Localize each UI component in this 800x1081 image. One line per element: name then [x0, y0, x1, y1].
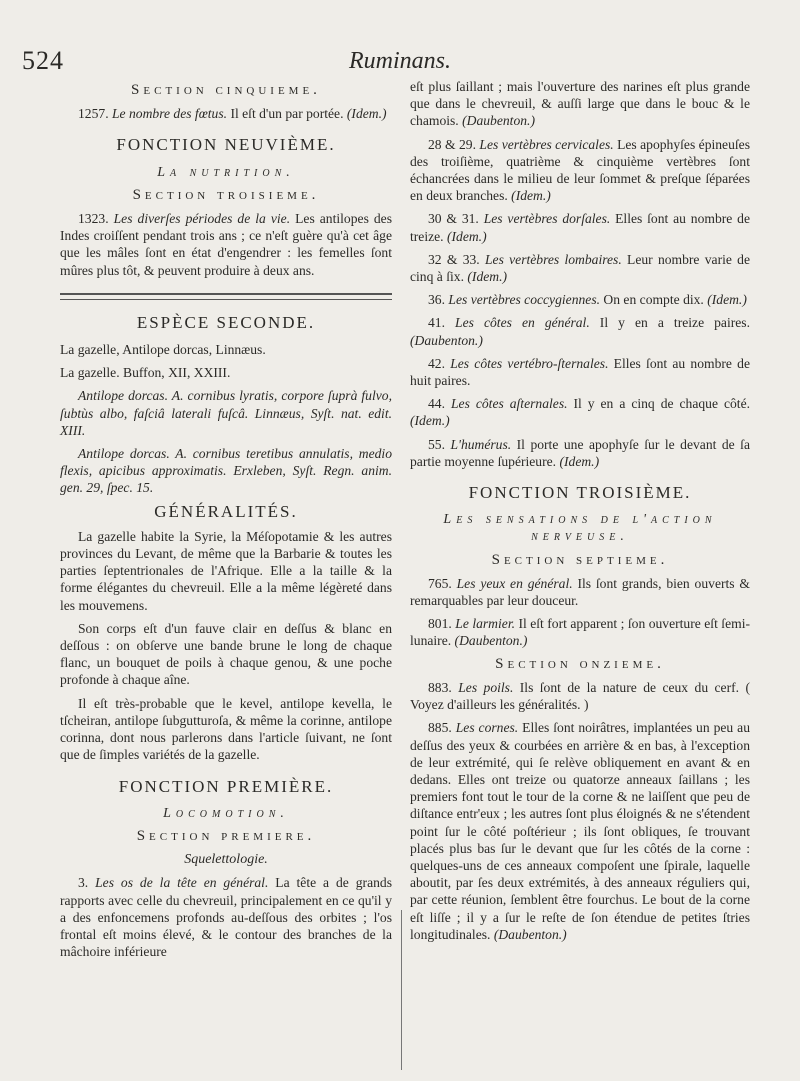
squelettologie-heading: Squelettologie.: [184, 852, 268, 868]
left-column: [60, 78, 392, 966]
gazelle-line: La gazelle, Antilope dorcas, Linnæus.: [60, 342, 266, 358]
sensations-heading: Les sensations de l'action nerveuse.: [443, 512, 717, 545]
section-heading: Section troisieme.: [132, 186, 320, 203]
paragraph-1257: 1257. Le nombre des fœtus. Il eſt d'un par portée. (Idem.): [78, 106, 387, 122]
paragraph-42: 42. Les côtes vertébro-ſternales. Elles ſont au nombre de huit paires.: [410, 355, 750, 389]
synonym-paragraph: Antilope dorcas. A. cornibus teretibus annulatis, medio flexis, apicibus approximatis. Erxleben, Syſt. Regn. anim. gen. 29, ſpec. 15.: [60, 446, 392, 496]
paragraph-1323: 1323. Les diverſes périodes de la vie. Les antilopes des Indes croiſſent pendant trois ans ; ce n'eſt guère qu'à cet âge que les mâles ſont en état d'engendrer : les femelles ſont mûres plus tôt, & peuvent produire à deux ans.: [60, 211, 392, 278]
section-heading: Section septieme.: [491, 551, 669, 568]
paragraph-36: 36. Les vertèbres coccygiennes. On en compte dix. (Idem.): [428, 292, 747, 308]
paragraph-765: 765. Les yeux en général. Ils ſont grands, bien ouverts & remarquables par leur douceur.: [410, 575, 750, 609]
generalites-paragraph: La gazelle habite la Syrie, la Méſopotamie & les autres provinces du Levant, de même que la Barbarie & toutes les parties ſeptentrionales de l'Afrique. Elle a la taille & la forme élégantes du chevreuil. Elle a la même légèreté dans les mouvemens.: [60, 528, 392, 613]
running-title: Ruminans.: [349, 48, 451, 74]
column-divider: [401, 910, 403, 1070]
locomotion-heading: Locomotion.: [163, 805, 289, 821]
generalites-paragraph: Il eſt très-probable que le kevel, antilope kevella, le tſcheiran, antilope ſubgutturoſa, & même la corinne, antilope corinna, dont nous parlerons dans l'article ſuivant, ne ſont que de ſimples variétés de la gazelle.: [60, 695, 392, 763]
page-header: [0, 42, 800, 78]
paragraph-3: 3. Les os de la tête en général. La tête a de grands rapports avec celle du chevreuil, principalement en ce qu'il y a des enfoncemens profonds au-deſſous des orbites ; l'os frontal eſt moins élevé, & le contour des branches de la mâchoire inférieure: [60, 875, 392, 960]
paragraph-32: 32 & 33. Les vertèbres lombaires. Leur nombre varie de cinq à ſix. (Idem.): [410, 251, 750, 285]
fonction-heading: FONCTION PREMIÈRE.: [118, 776, 334, 796]
espece-heading: ESPÈCE SECONDE.: [136, 312, 316, 332]
paragraph-41: 41. Les côtes en général. Il y en a treize paires. (Daubenton.): [410, 315, 750, 348]
fonction-heading: FONCTION TROISIÈME.: [468, 483, 692, 503]
generalites-paragraph: Son corps eſt d'un fauve clair en deſſus & blanc en deſſous : on obſerve une bande brune le long de chaque flanc, un bouquet de poils à chaque genou, & une poche profonde à chaque aîne.: [60, 620, 392, 688]
section-rule: [60, 293, 392, 300]
page-number: 524: [22, 46, 64, 75]
paragraph-55: 55. L'humérus. Il porte une apophyſe ſur le devant de ſa partie moyenne ſupérieure. (Idem.): [410, 436, 750, 469]
paragraph-885: 885. Les cornes. Elles ſont noirâtres, implantées un peu au deſſus des yeux & courbées en arrière & en bas, à l'exception de leur extrémité, qui ſe relève obliquement en avant & en dedans. Elles ont treize ou quatorze anneaux ſaillans ; les premiers font tout le tour de la corne & ne laiſſent que peu de diſtance entr'eux ; les autres ſont plus éloignés & ne s'étendent point ſur le côté poſtérieur ; ils ſont obliques, ſe trouvant placés plus bas ſur le devant que ſur les côtés de la corne : quelques-uns de ces anneaux compoſent une ſpirale, laquelle aboutit, par ſes deux extrémités, à des anneaux réguliers qui, par cette réunion, ſemblent être fourchus. Le bout de la corne eſt liſſe ; il y a ſur le reſte de ſon étendue de petites ſtries longitudinales. (Daubenton.): [410, 720, 750, 942]
paragraph-28: 28 & 29. Les vertèbres cervicales. Les apophyſes épineuſes des troiſième, quatrième & cinquième vertèbres ſont échancrées dans le milieu de leur ſommet & preſque ſéparées en deux branches. (Idem.): [410, 136, 750, 204]
right-column: [410, 78, 750, 949]
section-heading: Section cinquieme.: [131, 82, 321, 98]
gazelle-line: La gazelle. Buffon, XII, XXIII.: [60, 365, 231, 381]
nutrition-heading: La nutrition.: [157, 164, 295, 180]
synonym-paragraph: Antilope dorcas. A. cornibus lyratis, corpore ſuprà fulvo, ſubtùs albo, faſciâ laterali fuſcâ. Linnæus, Syſt. nat. edit. XIII.: [60, 388, 392, 438]
fonction-heading: FONCTION NEUVIÈME.: [116, 135, 336, 155]
generalites-heading: GÉNÉRALITÉS.: [154, 501, 298, 521]
continued-paragraph: eſt plus ſaillant ; mais l'ouverture des narines eſt plus grande que dans le chevreuil, & auſſi large que dans le bouc & le chamois. (Daubenton.): [410, 79, 750, 129]
paragraph-883: 883. Les poils. Ils ſont de la nature de ceux du cerf. ( Voyez d'ailleurs les généralités. ): [410, 679, 750, 713]
section-heading: Section onzieme.: [495, 655, 665, 672]
paragraph-44: 44. Les côtes aſternales. Il y en a cinq de chaque côté. (Idem.): [410, 396, 751, 429]
paragraph-801: 801. Le larmier. Il eſt fort apparent ; ſon ouverture eſt ſemi-lunaire. (Daubenton.): [410, 616, 750, 649]
section-heading: Section premiere.: [136, 827, 316, 844]
paragraph-30: 30 & 31. Les vertèbres dorſales. Elles ſont au nombre de treize. (Idem.): [410, 211, 750, 244]
